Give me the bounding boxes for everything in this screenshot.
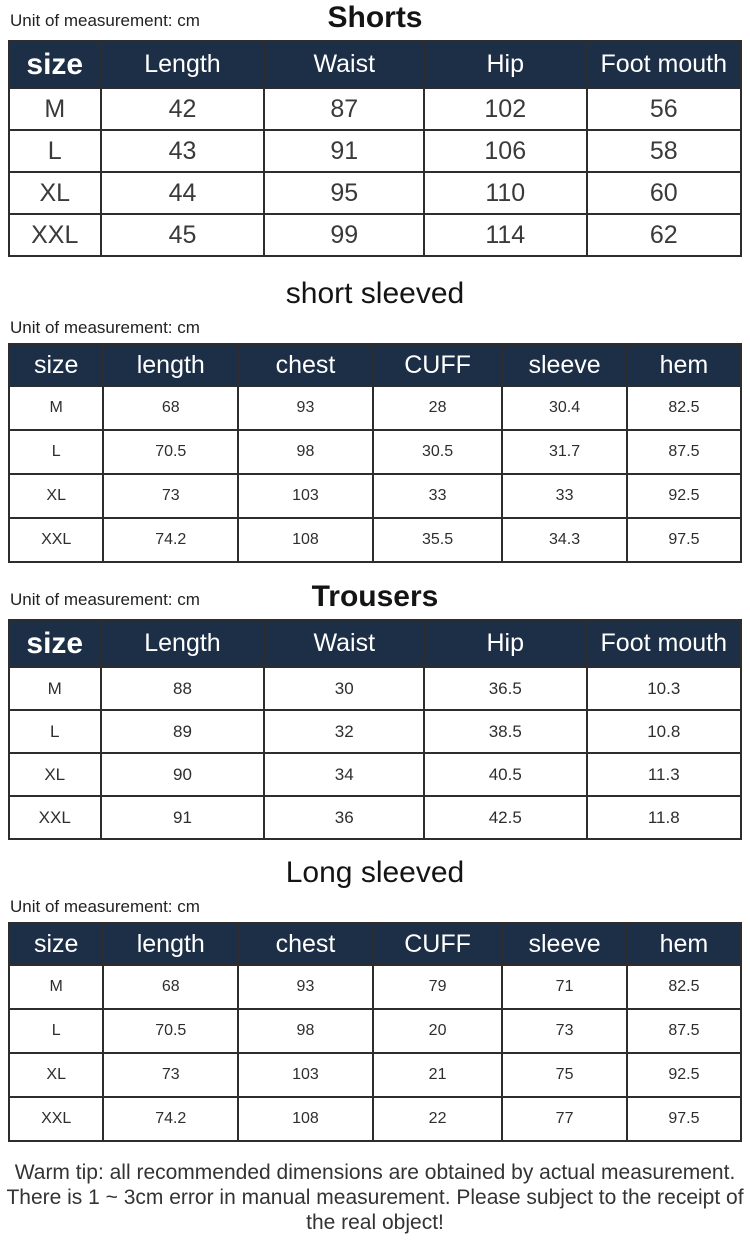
cell: 30.5 [373, 430, 503, 474]
cell: 42 [101, 88, 265, 130]
cell: 102 [424, 88, 587, 130]
column-header-hip: Hip [424, 620, 587, 667]
table-row [9, 796, 741, 839]
cell: 88 [101, 667, 265, 710]
cell: 11.8 [587, 796, 741, 839]
cell: 75 [502, 1053, 626, 1097]
table-row [9, 965, 741, 1009]
cell: 103 [238, 474, 373, 518]
column-header-hem: hem [627, 923, 741, 965]
cell: 90 [101, 753, 265, 796]
column-header-hem: hem [627, 344, 741, 386]
cell: 38.5 [424, 710, 587, 753]
cell: 45 [101, 214, 265, 256]
cell: 30 [264, 667, 424, 710]
cell: 60 [587, 172, 741, 214]
cell: 79 [373, 965, 503, 1009]
cell: 82.5 [627, 965, 741, 1009]
cell: 34 [264, 753, 424, 796]
cell: 106 [424, 130, 587, 172]
cell: 44 [101, 172, 265, 214]
size-cell: XL [9, 172, 101, 214]
size-cell: XXL [9, 214, 101, 256]
column-header-cuff: CUFF [373, 923, 503, 965]
cell: 110 [424, 172, 587, 214]
cell: 33 [373, 474, 503, 518]
cell: 68 [103, 386, 238, 430]
size-cell: XXL [9, 1097, 103, 1141]
cell: 95 [264, 172, 424, 214]
cell: 114 [424, 214, 587, 256]
shorts-title: Shorts [327, 1, 423, 34]
cell: 108 [238, 518, 373, 562]
size-cell: L [9, 710, 101, 753]
table-header-row [9, 923, 741, 965]
column-header-foot-mouth: Foot mouth [587, 620, 741, 667]
size-cell: L [9, 1009, 103, 1053]
cell: 74.2 [103, 518, 238, 562]
cell: 22 [373, 1097, 503, 1141]
table-row [9, 386, 741, 430]
cell: 31.7 [502, 430, 626, 474]
cell: 99 [264, 214, 424, 256]
trousers-size-table [8, 619, 742, 840]
cell: 93 [238, 965, 373, 1009]
size-cell: XL [9, 1053, 103, 1097]
cell: 93 [238, 386, 373, 430]
shorts-size-table [8, 40, 742, 257]
table-row [9, 1097, 741, 1141]
cell: 36 [264, 796, 424, 839]
unit-of-measurement-label: Unit of measurement: cm [10, 897, 200, 916]
size-cell: L [9, 430, 103, 474]
column-header-length: length [103, 344, 238, 386]
column-header-length: Length [101, 41, 265, 88]
cell: 73 [103, 1053, 238, 1097]
cell: 21 [373, 1053, 503, 1097]
cell: 70.5 [103, 1009, 238, 1053]
column-header-sleeve: sleeve [502, 923, 626, 965]
cell: 35.5 [373, 518, 503, 562]
trousers-section-header [0, 579, 750, 615]
table-row [9, 130, 741, 172]
column-header-size: size [9, 344, 103, 386]
column-header-sleeve: sleeve [502, 344, 626, 386]
cell: 42.5 [424, 796, 587, 839]
size-cell: XXL [9, 796, 101, 839]
size-cell: M [9, 965, 103, 1009]
shorts-section-header [0, 0, 750, 36]
cell: 20 [373, 1009, 503, 1053]
cell: 89 [101, 710, 265, 753]
cell: 87.5 [627, 430, 741, 474]
cell: 73 [502, 1009, 626, 1053]
table-row [9, 1053, 741, 1097]
size-cell: XXL [9, 518, 103, 562]
table-row [9, 753, 741, 796]
long-sleeved-size-table [8, 922, 742, 1142]
table-row [9, 88, 741, 130]
cell: 70.5 [103, 430, 238, 474]
size-cell: XL [9, 474, 103, 518]
unit-of-measurement-label: Unit of measurement: cm [10, 590, 200, 609]
cell: 28 [373, 386, 503, 430]
size-cell: M [9, 667, 101, 710]
cell: 87 [264, 88, 424, 130]
cell: 74.2 [103, 1097, 238, 1141]
column-header-cuff: CUFF [373, 344, 503, 386]
cell: 43 [101, 130, 265, 172]
cell: 33 [502, 474, 626, 518]
cell: 10.8 [587, 710, 741, 753]
column-header-length: length [103, 923, 238, 965]
size-cell: M [9, 386, 103, 430]
long-sleeved-title: Long sleeved [285, 856, 465, 889]
table-row [9, 172, 741, 214]
trousers-title: Trousers [311, 580, 439, 613]
table-row [9, 474, 741, 518]
cell: 71 [502, 965, 626, 1009]
cell: 92.5 [627, 1053, 741, 1097]
column-header-waist: Waist [264, 620, 424, 667]
cell: 82.5 [627, 386, 741, 430]
table-header-row [9, 344, 741, 386]
cell: 40.5 [424, 753, 587, 796]
column-header-foot-mouth: Foot mouth [587, 41, 741, 88]
table-row [9, 214, 741, 256]
unit-of-measurement-label: Unit of measurement: cm [10, 11, 200, 30]
column-header-waist: Waist [264, 41, 424, 88]
cell: 91 [101, 796, 265, 839]
cell: 68 [103, 965, 238, 1009]
table-row [9, 430, 741, 474]
table-row [9, 1009, 741, 1053]
cell: 77 [502, 1097, 626, 1141]
size-cell: M [9, 88, 101, 130]
table-row [9, 710, 741, 753]
column-header-size: size [9, 620, 101, 667]
column-header-hip: Hip [424, 41, 587, 88]
cell: 30.4 [502, 386, 626, 430]
table-header-row [9, 41, 741, 88]
table-row [9, 667, 741, 710]
short-sleeved-title: short sleeved [285, 277, 465, 310]
cell: 58 [587, 130, 741, 172]
short-sleeved-size-table [8, 343, 742, 563]
cell: 98 [238, 430, 373, 474]
table-header-row [9, 620, 741, 667]
cell: 98 [238, 1009, 373, 1053]
size-cell: L [9, 130, 101, 172]
unit-of-measurement-label: Unit of measurement: cm [10, 318, 200, 337]
warm-tip-text: Warm tip: all recommended dimensions are obtained by actual measurement. There is 1 ~ 3cm error in manual measurement. Please subject to the receipt of the real object! [6, 1161, 744, 1234]
size-cell: XL [9, 753, 101, 796]
cell: 97.5 [627, 518, 741, 562]
cell: 97.5 [627, 1097, 741, 1141]
cell: 91 [264, 130, 424, 172]
cell: 10.3 [587, 667, 741, 710]
table-row [9, 518, 741, 562]
cell: 108 [238, 1097, 373, 1141]
cell: 36.5 [424, 667, 587, 710]
column-header-length: Length [101, 620, 265, 667]
column-header-chest: chest [238, 344, 373, 386]
column-header-chest: chest [238, 923, 373, 965]
cell: 11.3 [587, 753, 741, 796]
cell: 87.5 [627, 1009, 741, 1053]
column-header-size: size [9, 41, 101, 88]
cell: 32 [264, 710, 424, 753]
column-header-size: size [9, 923, 103, 965]
cell: 92.5 [627, 474, 741, 518]
cell: 62 [587, 214, 741, 256]
cell: 34.3 [502, 518, 626, 562]
cell: 73 [103, 474, 238, 518]
cell: 56 [587, 88, 741, 130]
cell: 103 [238, 1053, 373, 1097]
